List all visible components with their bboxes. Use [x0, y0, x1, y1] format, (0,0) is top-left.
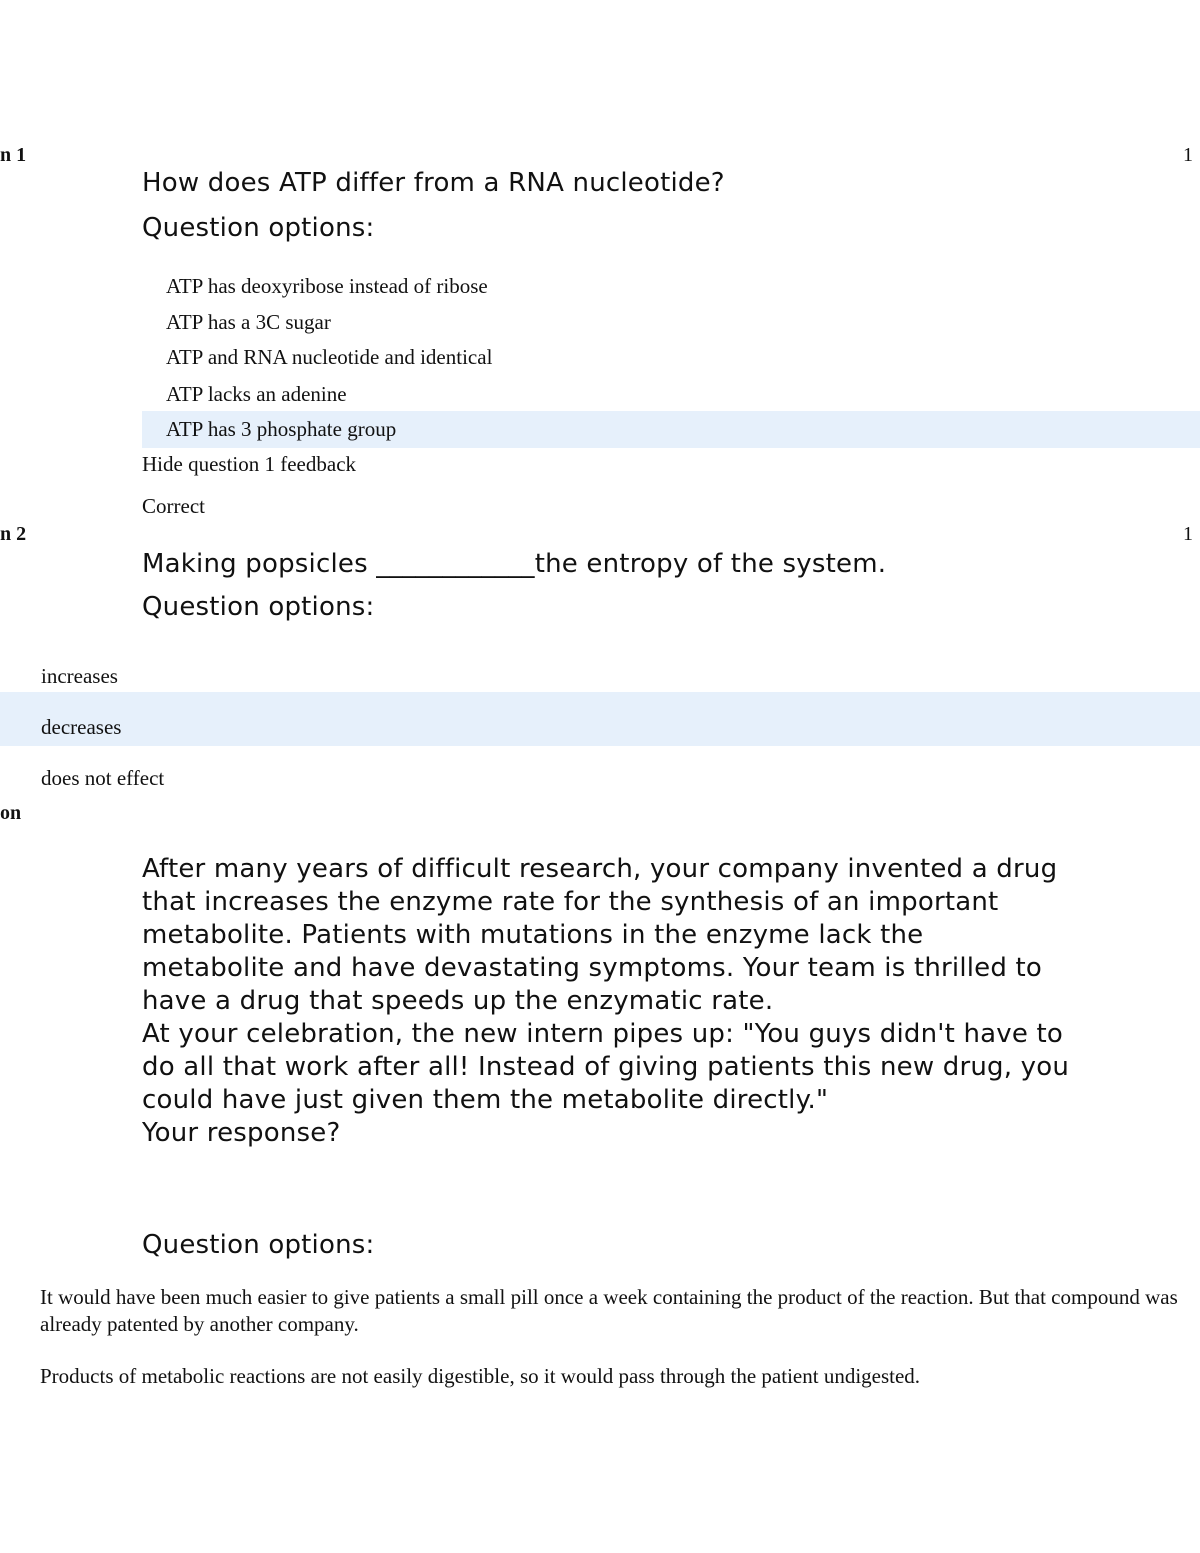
question-3-paragraph-2: At your celebration, the new intern pipes up: "You guys didn't have to do all that work after all! Instead of giving patients this new drug, you could have just given them the metabolite directly.": [142, 1019, 1070, 1115]
option-label: ATP has a 3C sugar: [166, 310, 331, 334]
question-1-points: 1: [1183, 144, 1193, 166]
question-3-options-label: Question options:: [142, 1230, 375, 1260]
feedback-text: Correct: [142, 494, 205, 518]
question-1-label: n 1: [0, 144, 27, 166]
hide-feedback-link[interactable]: Hide question 1 feedback: [142, 452, 357, 476]
option-label: decreases: [41, 715, 122, 739]
question-3-option-1[interactable]: It would have been much easier to give patients a small pill once a week containing the product of the reaction. But that compound was already patented by another company.: [40, 1285, 1178, 1336]
question-1-option-1[interactable]: [142, 268, 1200, 305]
question-2-option-1[interactable]: [0, 656, 1200, 694]
question-3-text: [142, 853, 1072, 1150]
question-1-option-5-selected[interactable]: [142, 411, 1200, 448]
option-label: ATP has 3 phosphate group: [166, 417, 397, 441]
question-1-options-label: Question options:: [142, 213, 375, 243]
question-2-points: 1: [1183, 523, 1193, 545]
question-2-label: n 2: [0, 523, 27, 545]
question-1-option-4[interactable]: [142, 376, 1200, 413]
question-1-option-2[interactable]: [142, 304, 1200, 341]
question-3-label: on: [0, 802, 22, 824]
question-3-option-2[interactable]: Products of metabolic reactions are not easily digestible, so it would pass through the patient undigested.: [40, 1364, 921, 1388]
option-label: ATP and RNA nucleotide and identical: [166, 345, 493, 369]
question-2-option-2-selected[interactable]: [0, 692, 1200, 746]
option-label: ATP lacks an adenine: [166, 382, 347, 406]
option-label: does not effect: [41, 766, 165, 790]
question-3-paragraph-1: After many years of difficult research, your company invented a drug that increases the enzyme rate for the synthesis of an important metabolite. Patients with mutations in the enzyme lack the metabolite and have devastating symptoms. Your team is thrilled to have a drug that speeds up the enzymatic rate.: [142, 854, 1058, 1016]
question-2-option-3[interactable]: [0, 760, 1200, 798]
option-label: increases: [41, 664, 118, 688]
question-2-options-label: Question options:: [142, 592, 375, 622]
question-3-paragraph-3: Your response?: [142, 1118, 341, 1148]
question-1-text: How does ATP differ from a RNA nucleotide?: [142, 168, 725, 198]
question-1-option-3[interactable]: [142, 339, 1200, 376]
option-label: ATP has deoxyribose instead of ribose: [166, 274, 488, 298]
question-2-text: Making popsicles ____________the entropy of the system.: [142, 549, 887, 579]
